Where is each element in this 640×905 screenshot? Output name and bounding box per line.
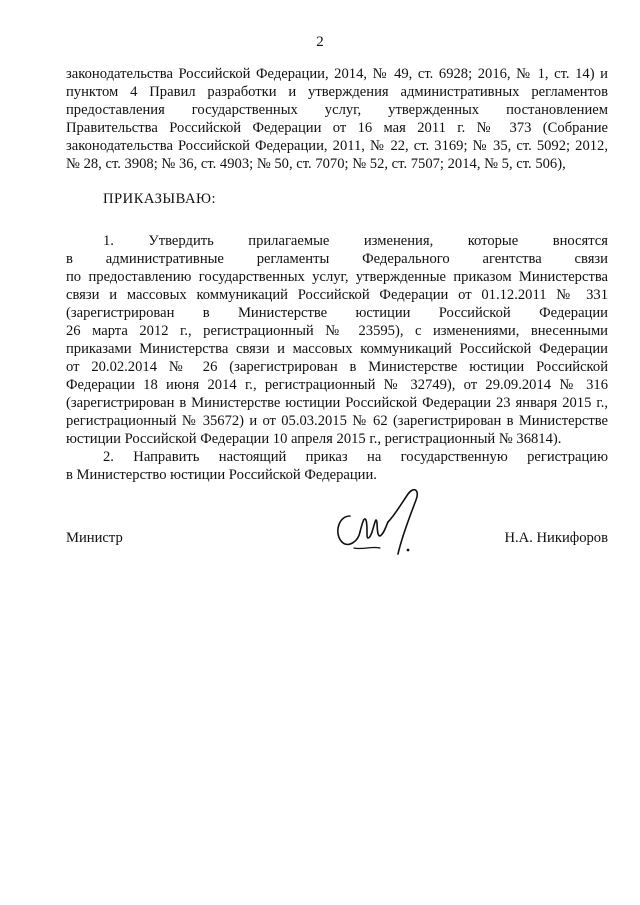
page-number: 2 xyxy=(316,34,324,50)
item-line: по предоставлению государственных услуг, утвержденные приказом Министерства xyxy=(66,269,608,285)
item-line: регистрационный № 35672) и от 05.03.2015 № 62 (зарегистрирован в Министерстве xyxy=(66,413,608,429)
item-line: приказами Министерства связи и массовых коммуникаций Российской Федерации xyxy=(66,341,608,357)
intro-line: законодательства Российской Федерации, 2014, № 49, ст. 6928; 2016, № 1, ст. 14) и xyxy=(66,66,608,82)
intro-line: предоставления государственных услуг, утвержденных постановлением xyxy=(66,102,608,118)
item-line: 2. Направить настоящий приказ на государственную регистрацию xyxy=(103,449,608,465)
item-line: 1. Утвердить прилагаемые изменения, которые вносятся xyxy=(103,233,608,249)
order-heading: ПРИКАЗЫВАЮ: xyxy=(103,191,217,207)
signatory-position: Министр xyxy=(66,530,123,546)
intro-line: Правительства Российской Федерации от 16 мая 2011 г. № 373 (Собрание xyxy=(66,120,608,136)
item-line: от 20.02.2014 № 26 (зарегистрирован в Министерстве юстиции Российской xyxy=(66,359,608,375)
item-line: в Министерство юстиции Российской Федерации. xyxy=(66,467,377,483)
intro-line: пунктом 4 Правил разработки и утверждения административных регламентов xyxy=(66,84,608,100)
item-line: 26 марта 2012 г., регистрационный № 23595), с изменениями, внесенными xyxy=(66,323,608,339)
intro-line: № 28, ст. 3908; № 36, ст. 4903; № 50, ст. 7070; № 52, ст. 7507; 2014, № 5, ст. 506), xyxy=(66,156,566,172)
order-items xyxy=(66,232,608,484)
intro-paragraph xyxy=(66,65,608,173)
item-line: связи и массовых коммуникаций Российской Федерации от 01.12.2011 № 331 xyxy=(66,287,608,303)
item-line: (зарегистрирован в Министерстве юстиции Российской Федерации 23 января 2015 г., xyxy=(66,395,608,411)
item-line: (зарегистрирован в Министерстве юстиции Российской Федерации xyxy=(66,305,608,321)
signatory-name: Н.А. Никифоров xyxy=(504,530,608,546)
item-line: юстиции Российской Федерации 10 апреля 2015 г., регистрационный № 36814). xyxy=(66,431,562,447)
item-line: в административные регламенты Федерального агентства связи xyxy=(66,251,608,267)
item-line: Федерации 18 июня 2014 г., регистрационный № 32749), от 29.09.2014 № 316 xyxy=(66,377,608,393)
intro-line: законодательства Российской Федерации, 2011, № 22, ст. 3169; № 35, ст. 5092; 2012, xyxy=(66,138,608,154)
signature-row xyxy=(66,530,608,548)
